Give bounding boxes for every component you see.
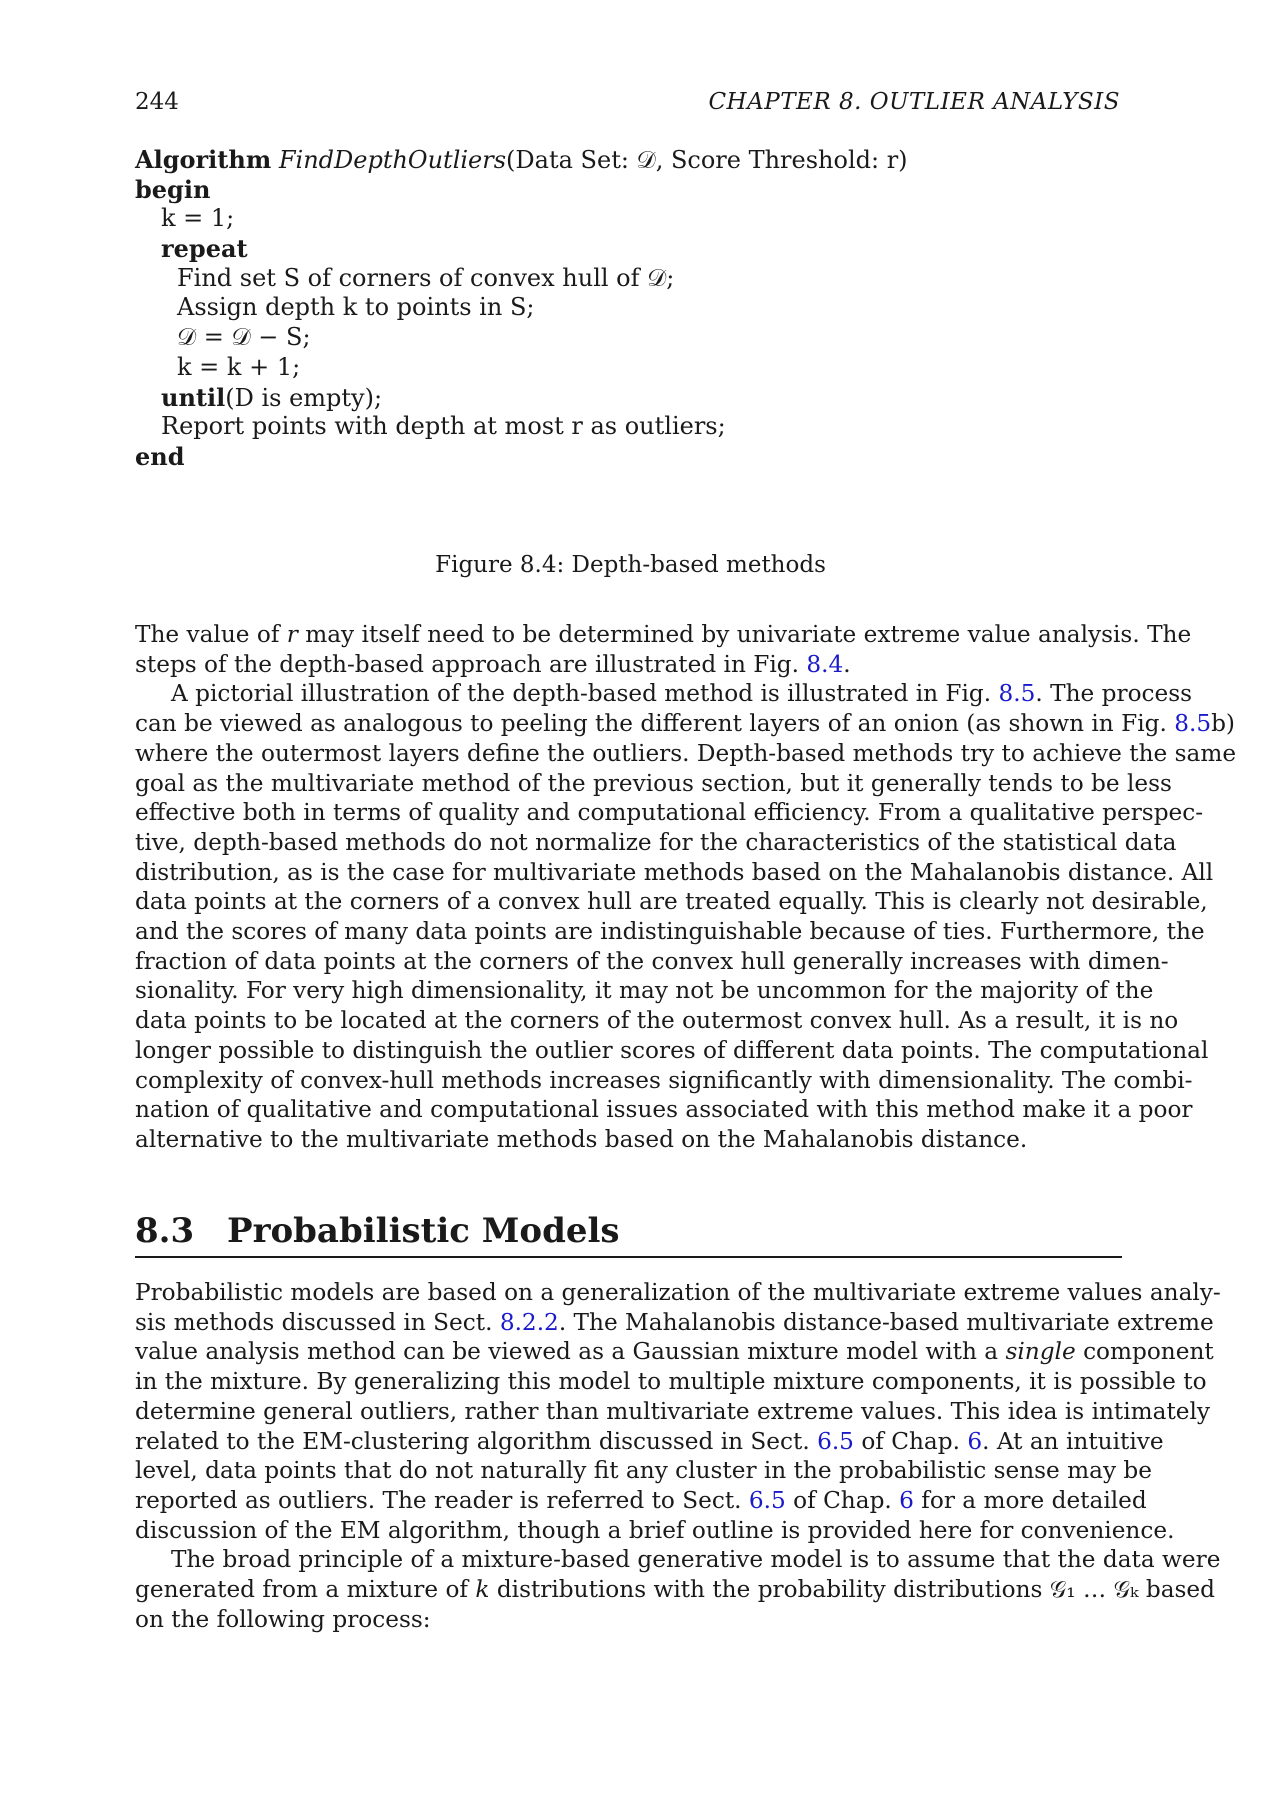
cross-reference-link[interactable]: 8.5 (998, 680, 1036, 708)
text-line: A pictorial illustration of the depth-based method is illustrated in Fig. 8.5. The process (171, 680, 1193, 708)
algorithm-line: Assign depth k to points in S; (177, 293, 535, 322)
algorithm-params: (Data Set: 𝒟, Score Threshold: r) (506, 146, 908, 174)
text-line: on the following process: (135, 1605, 431, 1633)
emphasis: single (1005, 1338, 1076, 1366)
algorithm-line: repeat (161, 234, 248, 264)
algorithm-keyword: Algorithm (135, 145, 272, 174)
algorithm-line: begin (135, 174, 211, 204)
text-line: value analysis method can be viewed as a Gaussian mixture model with a single component (135, 1338, 1214, 1366)
cross-reference-link[interactable]: 8.5 (1174, 710, 1212, 738)
text-line: distribution, as is the case for multivariate methods based on the Mahalanobis distance. All (135, 858, 1214, 886)
text-line: sis methods discussed in Sect. 8.2.2. The Mahalanobis distance-based multivariate extreme (135, 1308, 1214, 1336)
until-keyword: until (161, 382, 226, 412)
body-paragraphs-bottom (135, 1278, 1221, 1634)
algorithm-line: Report points with depth at most r as outliers; (161, 412, 726, 441)
algorithm-line: k = 1; (161, 204, 235, 233)
algorithm-line: 𝒟 = 𝒟 − S; (177, 323, 311, 352)
section-number: 8.3 (135, 1211, 195, 1251)
text-line: discussion of the EM algorithm, though a brief outline is provided here for convenience. (135, 1516, 1175, 1544)
text-line: level, data points that do not naturally fit any cluster in the probabilistic sense may be (135, 1457, 1152, 1485)
chapter-title: CHAPTER 8. OUTLIER ANALYSIS (708, 89, 1120, 115)
text-line: The broad principle of a mixture-based generative model is to assume that the data were (171, 1546, 1221, 1574)
text-line: where the outermost layers define the outliers. Depth-based methods try to achieve the same (135, 739, 1237, 767)
text-line: steps of the depth-based approach are illustrated in Fig. 8.4. (135, 650, 851, 678)
until-condition: (D is empty); (225, 383, 383, 412)
text-line: The value of r may itself need to be determined by univariate extreme value analysis. The (135, 621, 1192, 648)
algorithm-block (135, 145, 935, 472)
algorithm-signature (135, 145, 935, 175)
cross-reference-link[interactable]: 6 (899, 1486, 914, 1514)
algorithm-line: k = k + 1; (177, 352, 301, 381)
text-line: can be viewed as analogous to peeling the different layers of an onion (as shown in Fig. 8.5b) (135, 710, 1235, 738)
text-line: determine general outliers, rather than multivariate extreme values. This idea is intimately (135, 1397, 1211, 1425)
algorithm-line: end (135, 441, 185, 471)
text-line: and the scores of many data points are indistinguishable because of ties. Furthermore, the (135, 918, 1205, 946)
text-line: sionality. For very high dimensionality, it may not be uncommon for the majority of the (135, 977, 1154, 1005)
text-line: related to the EM-clustering algorithm discussed in Sect. 6.5 of Chap. 6. At an intuitive (135, 1427, 1164, 1455)
section-title: Probabilistic Models (227, 1211, 620, 1251)
text-line: complexity of convex-hull methods increases significantly with dimensionality. The combi- (135, 1066, 1193, 1094)
page-number: 244 (135, 89, 179, 115)
text-line: fraction of data points at the corners of the convex hull generally increases with dimen- (135, 947, 1169, 975)
text-line: Probabilistic models are based on a generalization of the multivariate extreme values analy- (135, 1279, 1221, 1306)
cross-reference-link[interactable]: 6 (967, 1427, 983, 1455)
cross-reference-link[interactable]: 6.5 (817, 1427, 854, 1455)
text-line: longer possible to distinguish the outlier scores of different data points. The computational (135, 1036, 1209, 1064)
text-line: data points at the corners of a convex hull are treated equally. This is clearly not desirable, (135, 888, 1208, 916)
text-line: data points to be located at the corners of the outermost convex hull. As a result, it is no (135, 1007, 1179, 1035)
text-line: nation of qualitative and computational issues associated with this method make it a poor (135, 1096, 1193, 1124)
text-line: generated from a mixture of k distributions with the probability distributions 𝒢₁ … 𝒢ₖ based (135, 1576, 1215, 1604)
text-line: tive, depth-based methods do not normalize for the characteristics of the statistical data (135, 828, 1177, 856)
text-line: reported as outliers. The reader is referred to Sect. 6.5 of Chap. 6 for a more detailed (135, 1486, 1147, 1514)
text-line: alternative to the multivariate methods based on the Mahalanobis distance. (135, 1125, 1028, 1153)
text-line: effective both in terms of quality and computational efficiency. From a qualitative perspec- (135, 799, 1204, 827)
algorithm-line (135, 383, 935, 413)
section-heading (135, 1210, 1122, 1258)
cross-reference-link[interactable]: 6.5 (748, 1486, 786, 1514)
algorithm-name: FindDepthOutliers (278, 146, 507, 174)
figure-caption: Figure 8.4: Depth-based methods (435, 552, 826, 578)
body-paragraphs-top (135, 620, 1237, 1155)
text-line: goal as the multivariate method of the previous section, but it generally tends to be less (135, 769, 1172, 797)
algorithm-line: Find set S of corners of convex hull of 𝒟; (177, 263, 675, 292)
cross-reference-link[interactable]: 8.2.2 (499, 1308, 559, 1336)
cross-reference-link[interactable]: 8.4 (806, 650, 844, 678)
text-line: in the mixture. By generalizing this model to multiple mixture components, it is possible to (135, 1368, 1207, 1396)
